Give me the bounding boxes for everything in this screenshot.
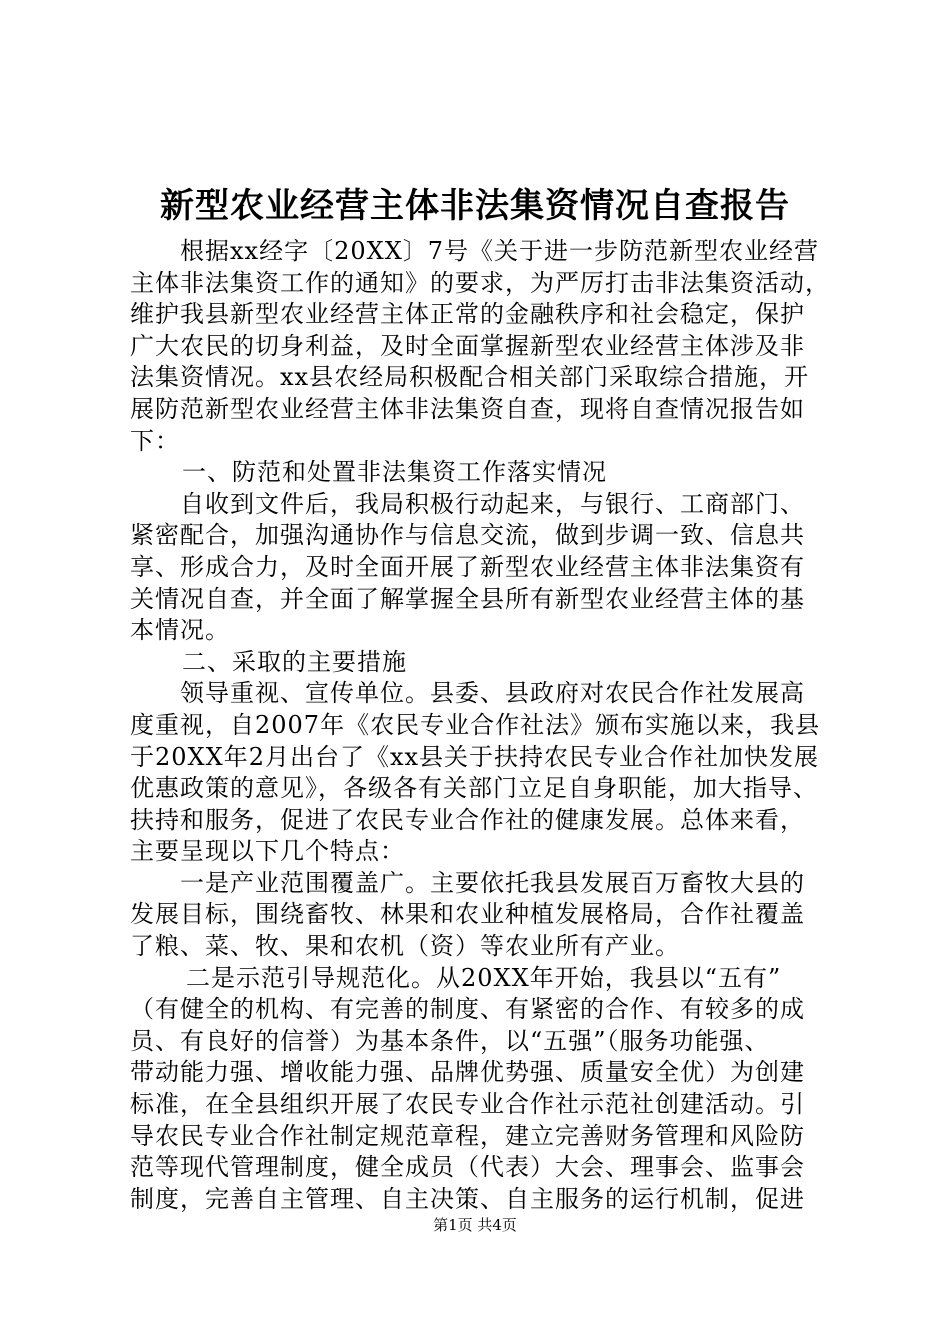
paragraph-line: 制度，完善自主管理、自主决策、自主服务的运行机制，促进 — [130, 1184, 805, 1213]
paragraph-line: 紧密配合，加强沟通协作与信息交流，做到步调一致、信息共 — [130, 521, 805, 550]
paragraph-line: 维护我县新型农业经营主体正常的金融秩序和社会稳定，保护 — [130, 300, 805, 329]
paragraph-line: 二是示范引导规范化。从20XX年开始，我县以“五有” — [186, 963, 782, 992]
paragraph-line: 发展目标，围绕畜牧、林果和农业种植发展格局，合作社覆盖 — [130, 900, 805, 929]
paragraph-line: 主体非法集资工作的通知》的要求，为严厉打击非法集资活动， — [130, 268, 830, 297]
document-body — [130, 236, 830, 1215]
paragraph-line: 员、有良好的信誉）为基本条件，以“五强”（服务功能强、 — [130, 1026, 770, 1055]
paragraph-line: 扶持和服务，促进了农民专业合作社的健康发展。总体来看， — [130, 805, 805, 834]
paragraph-line: 一是产业范围覆盖广。主要依托我县发展百万畜牧大县的 — [180, 868, 805, 897]
paragraph-line: 本情况。 — [130, 616, 230, 645]
paragraph-line: 优惠政策的意见》，各级各有关部门立足自身职能，加大指导、 — [130, 774, 818, 803]
paragraph-line: 领导重视、宣传单位。县委、县政府对农民合作社发展高 — [180, 679, 805, 708]
paragraph-line: 根据xx经字〔20XX〕7号《关于进一步防范新型农业经营 — [180, 237, 820, 265]
paragraph-line: 导农民专业合作社制定规范章程，建立完善财务管理和风险防 — [130, 1121, 805, 1150]
paragraph-line: 关情况自查，并全面了解掌握全县所有新型农业经营主体的基 — [130, 584, 805, 613]
section-heading: 一、防范和处置非法集资工作落实情况 — [182, 458, 607, 487]
paragraph-line: 展防范新型农业经营主体非法集资自查，现将自查情况报告如 — [130, 394, 805, 423]
document-title: 新型农业经营主体非法集资情况自查报告 — [160, 186, 790, 226]
page-number-footer: 第1页 共4页 — [433, 1216, 517, 1234]
paragraph-line: 广大农民的切身利益，及时全面掌握新型农业经营主体涉及非 — [130, 331, 805, 360]
paragraph-line: 度重视，自2007年《农民专业合作社法》颁布实施以来，我县 — [130, 710, 821, 739]
paragraph-line: 于20XX年2月出台了《xx县关于扶持农民专业合作社加快发展 — [130, 742, 820, 771]
paragraph-line: 了粮、菜、牧、果和农机（资）等农业所有产业。 — [130, 932, 680, 961]
paragraph-line: （有健全的机构、有完善的制度、有紧密的合作、有较多的成 — [130, 995, 805, 1024]
section-heading: 二、采取的主要措施 — [182, 647, 407, 676]
paragraph-line: 自收到文件后，我局积极行动起来，与银行、工商部门、 — [180, 489, 805, 518]
paragraph-line: 下： — [130, 426, 180, 455]
paragraph-line: 法集资情况。xx县农经局积极配合相关部门采取综合措施，开 — [130, 363, 810, 392]
paragraph-line: 主要呈现以下几个特点： — [130, 837, 405, 866]
paragraph-line: 标准，在全县组织开展了农民专业合作社示范社创建活动。引 — [130, 1090, 805, 1119]
paragraph-line: 带动能力强、增收能力强、品牌优势强、质量安全优）为创建 — [130, 1058, 805, 1087]
paragraph-line: 范等现代管理制度，健全成员（代表）大会、理事会、监事会 — [130, 1153, 805, 1182]
paragraph-line: 享、形成合力，及时全面开展了新型农业经营主体非法集资有 — [130, 552, 805, 581]
